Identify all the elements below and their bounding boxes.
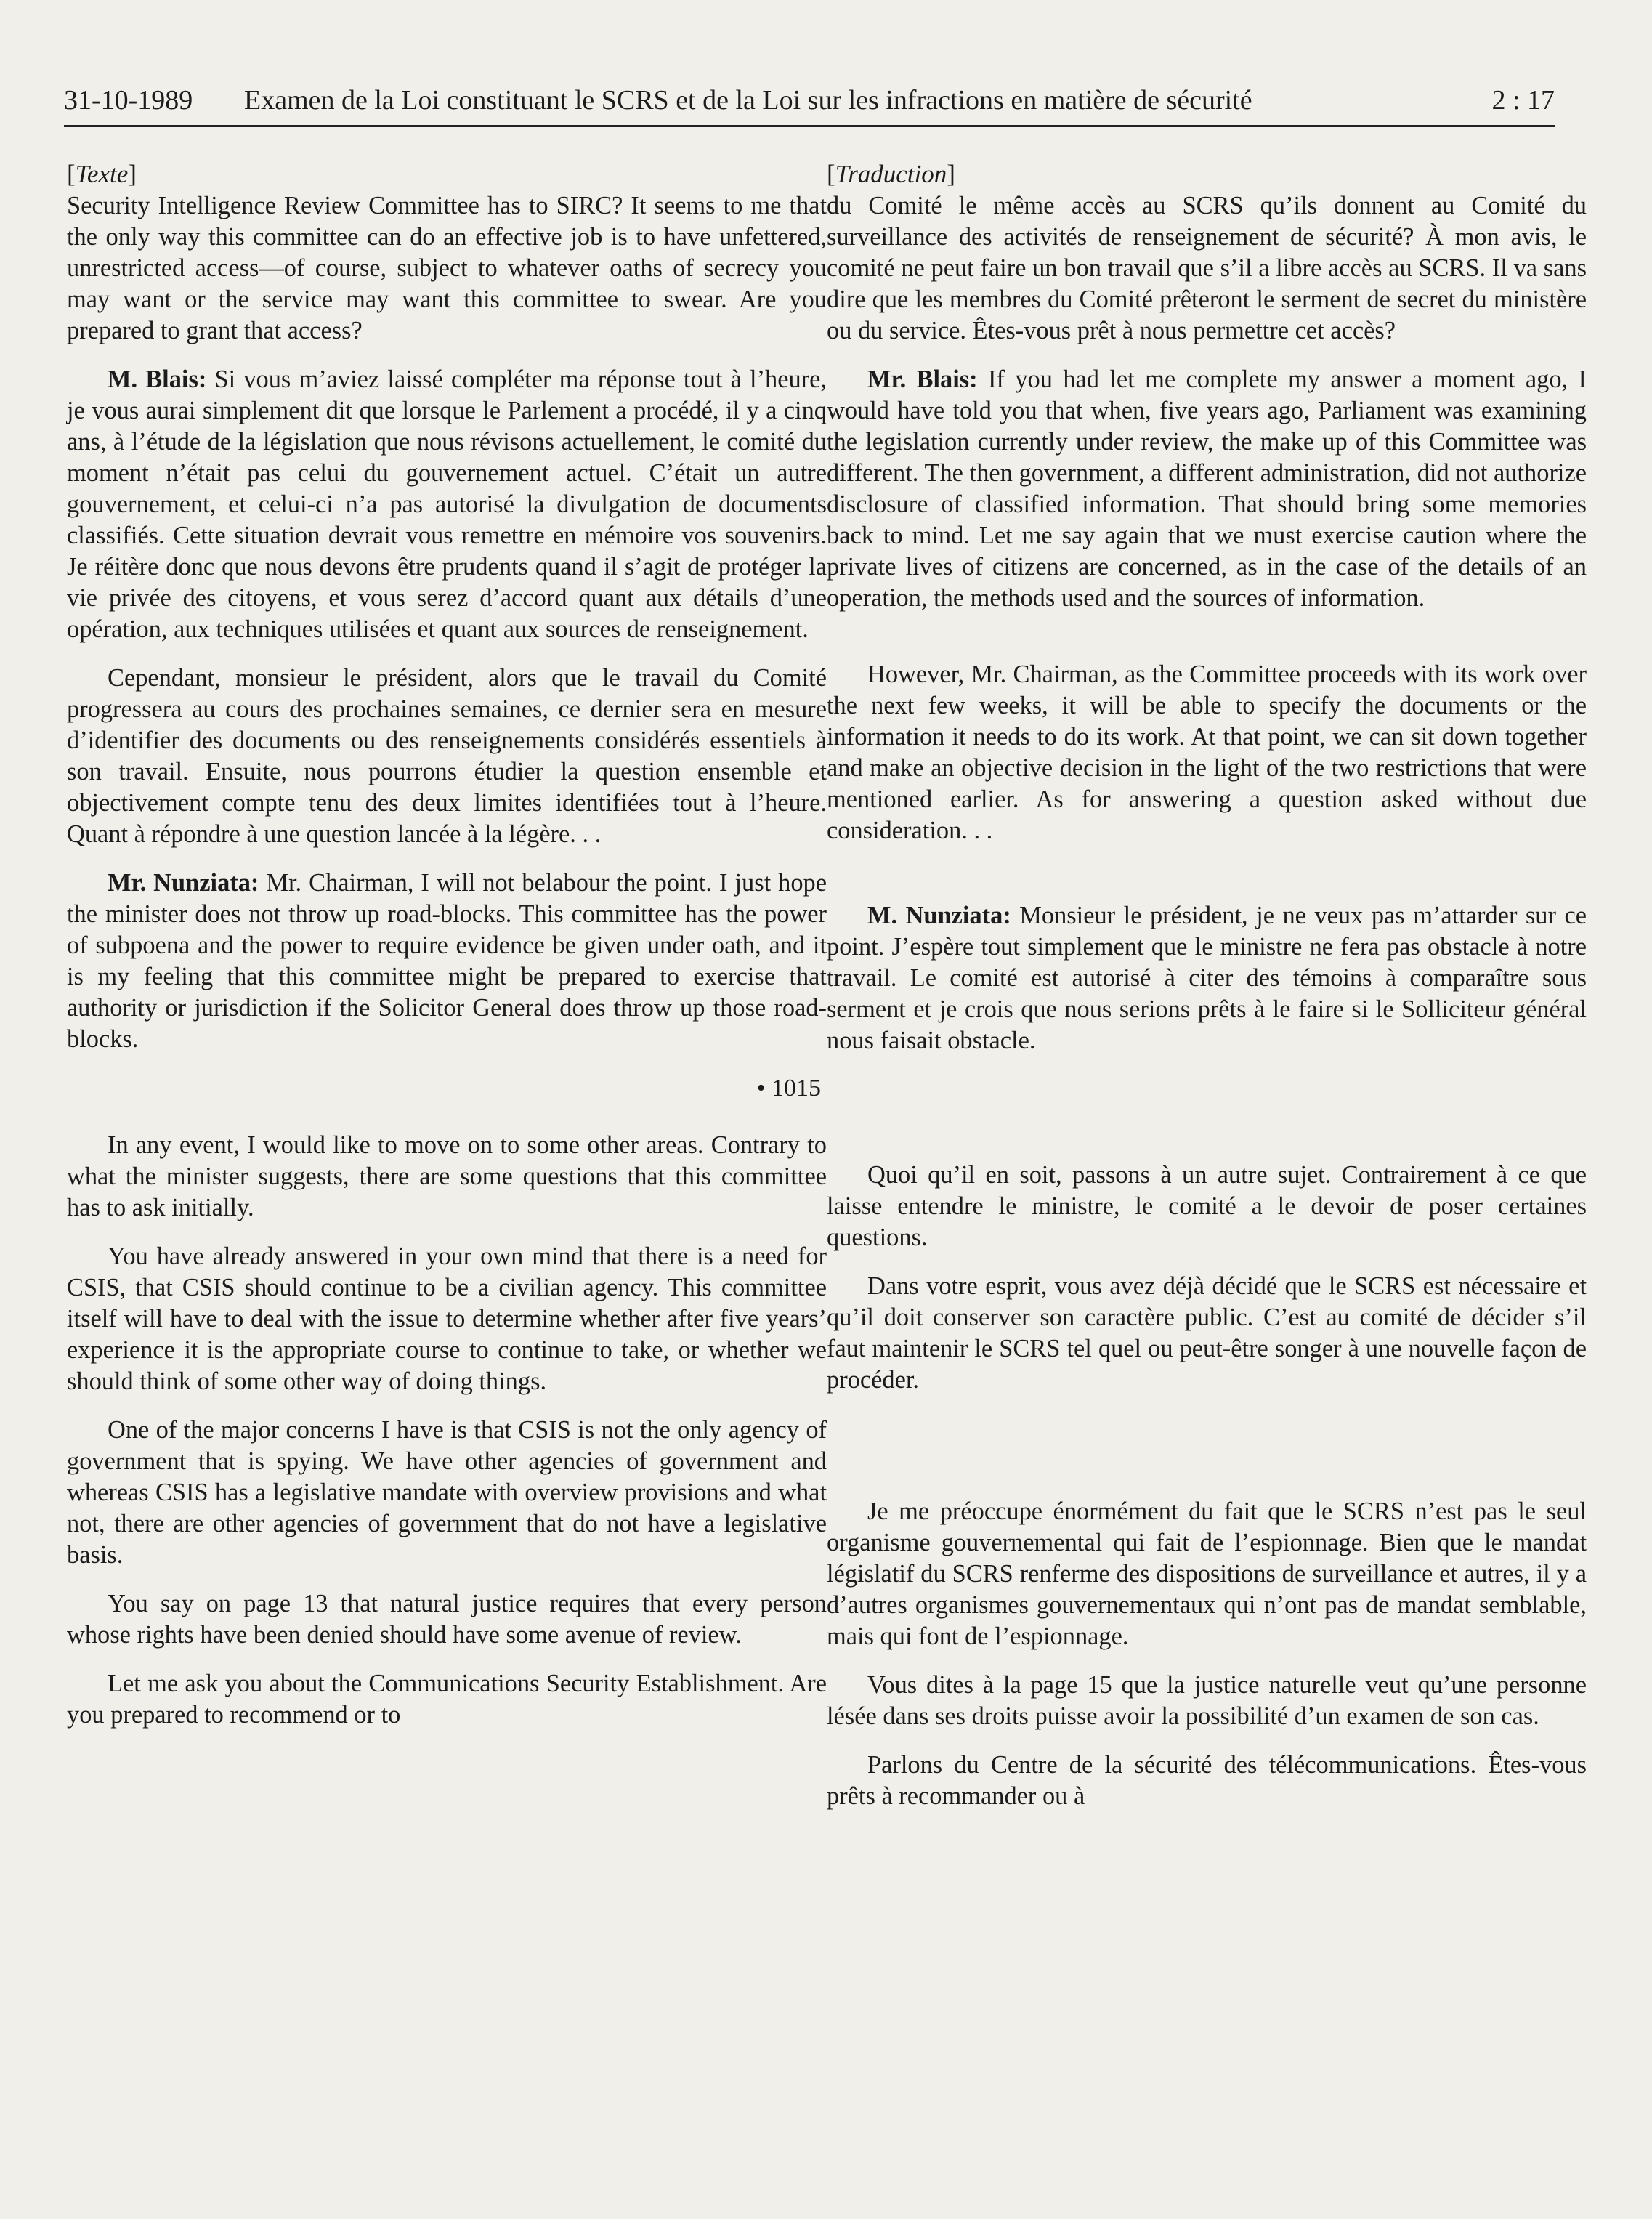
left-label-text: Texte <box>75 160 129 188</box>
right-paragraph-4-text: Monsieur le président, je ne veux pas m’attarder sur ce point. J’espère tout simplement que le ministre ne fera pas obstacle à notre travail. Le comité est autorisé à citer des témoins à comparaître sous serment et je crois que nous serions prêts à le faire si le Solliciteur général nous faisait obstacle. <box>827 902 1587 1054</box>
right-speaker-blais: Mr. Blais: <box>867 365 978 393</box>
header-date: 31-10-1989 <box>64 85 193 116</box>
left-speaker-nunziata: Mr. Nunziata: <box>108 869 259 897</box>
left-column-label: [Texte] <box>67 160 137 188</box>
left-paragraph-1: Security Intelligence Review Committee has to SIRC? It seems to me that the only way this committee can do an effective job is to have unfettered, unrestricted access—of course, subject to whatever oaths of secrecy you may want or the service may want this committee to swear. Are you prepared to grant that access? <box>67 192 827 344</box>
right-paragraph-6: Dans votre esprit, vous avez déjà décidé que le SCRS est nécessaire et qu’il doit conserver son caractère public. C’est au comité de décider s’il faut maintenir le SCRS tel quel ou peut-être songer à une nouvelle façon de procéder. <box>827 1272 1587 1394</box>
page-header <box>64 78 1555 127</box>
right-paragraph-8: Vous dites à la page 15 que la justice naturelle veut qu’une personne lésée dans ses droits puisse avoir la possibilité d’un examen de son cas. <box>827 1671 1587 1730</box>
left-paragraph-3: Cependant, monsieur le président, alors que le travail du Comité progressera au cours des prochaines semaines, ce dernier sera en mesure d’identifier des documents ou des renseignements considérés essentiels à son travail. Ensuite, nous pourrons étudier la question ensemble et objectivement compte tenu des deux limites identifiées tout à l’heure. Quant à répondre à une question lancée à la légère. . . <box>67 664 827 848</box>
right-spacer <box>827 1074 1587 1160</box>
left-paragraph-6: You have already answered in your own mind that there is a need for CSIS, that CSIS should continue to be a civilian agency. This committee itself will have to deal with the issue to determine whether after five years’ experience it is the appropriate course to continue to take, or whether we should think of some other way of doing things. <box>67 1242 827 1395</box>
right-speaker-nunziata: M. Nunziata: <box>867 902 1011 929</box>
left-paragraph-4-text: Mr. Chairman, I will not belabour the point. I just hope the minister does not throw up road-blocks. This committee has the power of subpoena and the power to require evidence be given under oath, and it is my feeling that this committee might be prepared to exercise that authority or jurisdiction if the Solicitor General does throw up those road-blocks. <box>67 869 827 1053</box>
header-page-number: 2 : 17 <box>1491 85 1555 116</box>
right-paragraph-1: du Comité le même accès au SCRS qu’ils donnent au Comité du surveillance des activités de renseignement de sécurité? À mon avis, le comité ne peut faire un bon travail que s’il a libre accès au SCRS. Il va sans dire que les membres du Comité prêteront le serment de secret du ministère ou du service. Êtes-vous prêt à nous permettre cet accès? <box>827 192 1587 344</box>
right-column-translation <box>827 158 1587 1830</box>
left-column-text <box>67 158 827 1748</box>
right-paragraph-9: Parlons du Centre de la sécurité des télécommunications. Êtes-vous prêts à recommander ou à <box>827 1751 1587 1810</box>
right-paragraph-7: Je me préoccupe énormément du fait que le SCRS n’est pas le seul organisme gouvernemental qui fait de l’espionnage. Bien que le mandat législatif du SCRS renferme des dispositions de surveillance et autres, il y a d’autres organismes gouvernementaux qui n’ont pas de mandat semblable, mais qui font de l’espionnage. <box>827 1497 1587 1650</box>
right-label-text: Traduction <box>835 160 947 188</box>
left-paragraph-4 <box>67 868 827 1055</box>
right-paragraph-3: However, Mr. Chairman, as the Committee proceeds with its work over the next few weeks, it will be able to specify the documents or the information it needs to do its work. At that point, we can sit down together and make an objective decision in the light of the two restrictions that were mentioned earlier. As for answering a question asked without due consideration. . . <box>827 660 1587 844</box>
left-paragraph-5: In any event, I would like to move on to some other areas. Contrary to what the minister suggests, there are some questions that this committee has to ask initially. <box>67 1131 827 1221</box>
timestamp-marker: • 1015 <box>756 1075 821 1102</box>
right-paragraph-5: Quoi qu’il en soit, passons à un autre sujet. Contrairement à ce que laisse entendre le ministre, le comité a le devoir de poser certaines questions. <box>827 1161 1587 1251</box>
header-title: Examen de la Loi constituant le SCRS et de la Loi sur les infractions en matière de sécurité <box>244 85 1252 116</box>
left-speaker-blais: M. Blais: <box>108 365 207 393</box>
right-paragraph-2 <box>827 364 1587 614</box>
right-spacer <box>827 1413 1587 1496</box>
right-spacer <box>827 864 1587 900</box>
right-paragraph-4 <box>827 900 1587 1056</box>
left-paragraph-7: One of the major concerns I have is that CSIS is not the only agency of government that is spying. We have other agencies of government and whereas CSIS has a legislative mandate with overview provisions and what not, there are other agencies of government that do not have a legislative basis. <box>67 1416 827 1569</box>
right-paragraph-2-text: If you had let me complete my answer a moment ago, I would have told you that when, five years ago, Parliament was examining the legislation currently under review, the make up of this Committee was different. The then government, a different administration, did not authorize disclosure of classified information. That should bring some memories back to mind. Let me say again that we must exercise caution where the private lives of citizens are concerned, as in the case of the details of an operation, the methods used and the sources of information. <box>827 365 1587 612</box>
right-spacer <box>827 631 1587 659</box>
left-paragraph-8: You say on page 13 that natural justice requires that every person whose rights have been denied should have some avenue of review. <box>67 1590 827 1649</box>
left-paragraph-2 <box>67 364 827 645</box>
left-paragraph-9: Let me ask you about the Communications Security Establishment. Are you prepared to recommend or to <box>67 1670 827 1729</box>
right-column-label: [Traduction] <box>827 160 955 188</box>
left-paragraph-2-text: Si vous m’aviez laissé compléter ma réponse tout à l’heure, je vous aurai simplement dit que lorsque le Parlement a procédé, il y a cinq ans, à l’étude de la législation que nous révisons actuellement, le comité du moment n’était pas celui du gouvernement actuel. C’était un autre gouvernement, et celui-ci n’a pas autorisé la divulgation de documents classifiés. Cette situation devrait vous remettre en mémoire vos souvenirs. Je réitère donc que nous devons être prudents quand il s’agit de protéger la vie privée des citoyens, et vous serez d’accord quant aux détails d’une opération, aux techniques utilisées et quant aux sources de renseignement. <box>67 365 827 643</box>
